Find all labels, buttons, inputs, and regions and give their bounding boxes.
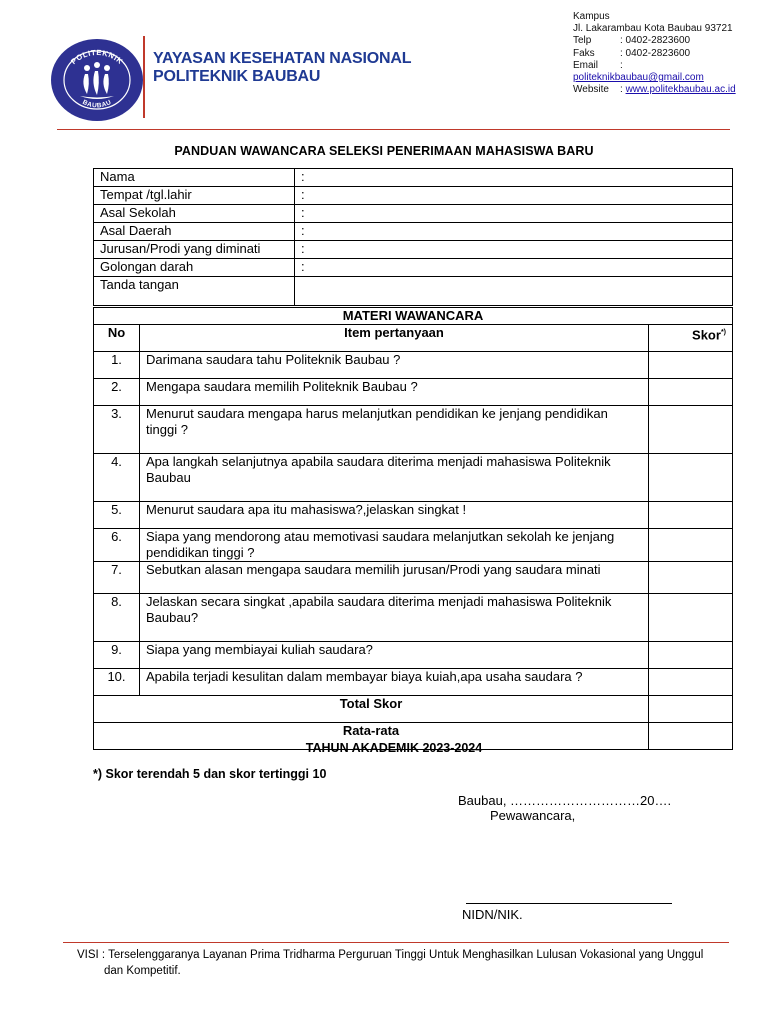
question-text: Siapa yang mendorong atau memotivasi saudara melanjutkan sekolah ke jenjang pendidikan tinggi ? (140, 529, 649, 562)
skor-footnote-mark: *) (720, 329, 726, 336)
total-skor-cell[interactable] (649, 696, 733, 723)
info-label: Asal Daerah (94, 223, 295, 241)
question-number: 8. (94, 594, 140, 642)
info-value-field[interactable]: : (295, 241, 733, 259)
question-text: Apa langkah selanjutnya apabila saudara diterima menjadi mahasiswa Politeknik Baubau (140, 454, 649, 502)
question-row (94, 352, 733, 379)
col-item-header: Item pertanyaan (140, 325, 649, 352)
question-text: Apabila terjadi kesulitan dalam membayar biaya kuiah,apa usaha saudara ? (140, 669, 649, 696)
info-row (94, 169, 733, 187)
skor-label: Skor (692, 327, 721, 343)
info-row (94, 187, 733, 205)
faks-label: Faks (573, 47, 595, 59)
interview-questions-table (93, 307, 733, 750)
campus-label: Kampus (573, 11, 610, 22)
info-value-field[interactable]: : (295, 259, 733, 277)
info-row (94, 277, 733, 306)
info-label: Golongan darah (94, 259, 295, 277)
score-cell[interactable] (649, 406, 733, 454)
col-skor-header (649, 325, 733, 352)
info-label: Jurusan/Prodi yang diminati (94, 241, 295, 259)
question-text: Menurut saudara mengapa harus melanjutkan pendidikan ke jenjang pendidikan tinggi ? (140, 406, 649, 454)
website-row (573, 84, 736, 96)
info-row (94, 223, 733, 241)
score-cell[interactable] (649, 594, 733, 642)
footer-rule (63, 942, 729, 943)
org-line-1: YAYASAN KESEHATAN NASIONAL (153, 50, 412, 67)
question-text: Jelaskan secara singkat ,apabila saudara diterima menjadi mahasiswa Politeknik Baubau? (140, 594, 649, 642)
question-number: 7. (94, 562, 140, 594)
academic-year: TAHUN AKADEMIK 2023-2024 (305, 741, 483, 755)
nidn-label: NIDN/NIK. (462, 907, 523, 922)
materi-heading: MATERI WAWANCARA (94, 308, 733, 325)
info-label: Tempat /tgl.lahir (94, 187, 295, 205)
info-row (94, 205, 733, 223)
info-value-field[interactable] (295, 277, 733, 306)
info-value-field[interactable]: : (295, 169, 733, 187)
campus-address: Jl. Lakarambau Kota Baubau 93721 (573, 23, 733, 35)
question-number: 3. (94, 406, 140, 454)
question-number: 9. (94, 642, 140, 669)
info-value-field[interactable]: : (295, 223, 733, 241)
telp-value: : 0402-2823600 (620, 35, 691, 47)
question-number: 10. (94, 669, 140, 696)
rata-rata-label: Rata-rata (94, 723, 649, 750)
question-number: 2. (94, 379, 140, 406)
question-row (94, 562, 733, 594)
org-line-2: POLITEKNIK BAUBAU (153, 68, 321, 85)
info-row (94, 241, 733, 259)
telp-row (573, 35, 736, 47)
telp-label: Telp (573, 35, 592, 47)
score-cell[interactable] (649, 642, 733, 669)
score-cell[interactable] (649, 529, 733, 562)
question-row (94, 454, 733, 502)
visi-line-1: VISI : Terselenggaranya Layanan Prima Tridharma Perguruan Tinggi Untuk Menghasilkan Lulusan Vokasional yang Unggul (77, 949, 704, 961)
header-divider (143, 36, 145, 118)
faks-row (573, 48, 736, 60)
document-title: PANDUAN WAWANCARA SELEKSI PENERIMAAN MAHASISWA BARU (174, 144, 594, 158)
info-label: Tanda tangan (94, 277, 295, 306)
col-no-header: No (94, 325, 140, 352)
question-row (94, 642, 733, 669)
visi-line-2: dan Kompetitif. (104, 965, 181, 977)
score-cell[interactable] (649, 669, 733, 696)
question-number: 4. (94, 454, 140, 502)
organization-name (153, 50, 411, 86)
info-label: Asal Sekolah (94, 205, 295, 223)
score-cell[interactable] (649, 454, 733, 502)
applicant-info-table (93, 168, 733, 306)
email-row (573, 60, 736, 72)
logo-text-bottom: BAUBAU (81, 98, 113, 110)
question-number: 5. (94, 502, 140, 529)
interviewer-role: Pewawancara, (490, 808, 576, 823)
info-value-field[interactable]: : (295, 187, 733, 205)
score-cell[interactable] (649, 352, 733, 379)
question-row (94, 379, 733, 406)
email-row-2 (573, 72, 736, 84)
info-value-field[interactable]: : (295, 205, 733, 223)
website-label: Website (573, 84, 609, 96)
signature-line (466, 903, 672, 904)
question-text: Mengapa saudara memilih Politeknik Baubau ? (140, 379, 649, 406)
score-cell[interactable] (649, 379, 733, 406)
website-link[interactable]: www.politekbaubau.ac.id (625, 84, 736, 96)
question-text: Siapa yang membiayai kuliah saudara? (140, 642, 649, 669)
score-cell[interactable] (649, 562, 733, 594)
politeknik-logo (50, 38, 144, 122)
visi-statement (77, 947, 737, 979)
score-note: *) Skor terendah 5 dan skor tertinggi 10 (93, 767, 327, 781)
email-colon: : (620, 59, 623, 71)
website-colon: : (620, 84, 623, 96)
question-text: Menurut saudara apa itu mahasiswa?,jelaskan singkat ! (140, 502, 649, 529)
question-text: Darimana saudara tahu Politeknik Baubau ? (140, 352, 649, 379)
score-cell[interactable] (649, 502, 733, 529)
logo-text-top: POLITEKNIK (69, 47, 125, 67)
question-number: 1. (94, 352, 140, 379)
total-skor-label: Total Skor (94, 696, 649, 723)
question-row (94, 669, 733, 696)
email-label: Email (573, 59, 599, 71)
question-row (94, 594, 733, 642)
contact-block (573, 11, 736, 96)
info-label: Nama (94, 169, 295, 187)
question-number: 6. (94, 529, 140, 562)
place-date: Baubau, …………………………20…. (458, 793, 672, 808)
question-text: Sebutkan alasan mengapa saudara memilih jurusan/Prodi yang saudara minati (140, 562, 649, 594)
question-row (94, 529, 733, 562)
faks-value: : 0402-2823600 (620, 47, 691, 59)
info-row (94, 259, 733, 277)
question-row (94, 502, 733, 529)
email-link[interactable]: politeknikbaubau@gmail.com (573, 72, 704, 84)
header-rule (57, 129, 730, 130)
question-row (94, 406, 733, 454)
